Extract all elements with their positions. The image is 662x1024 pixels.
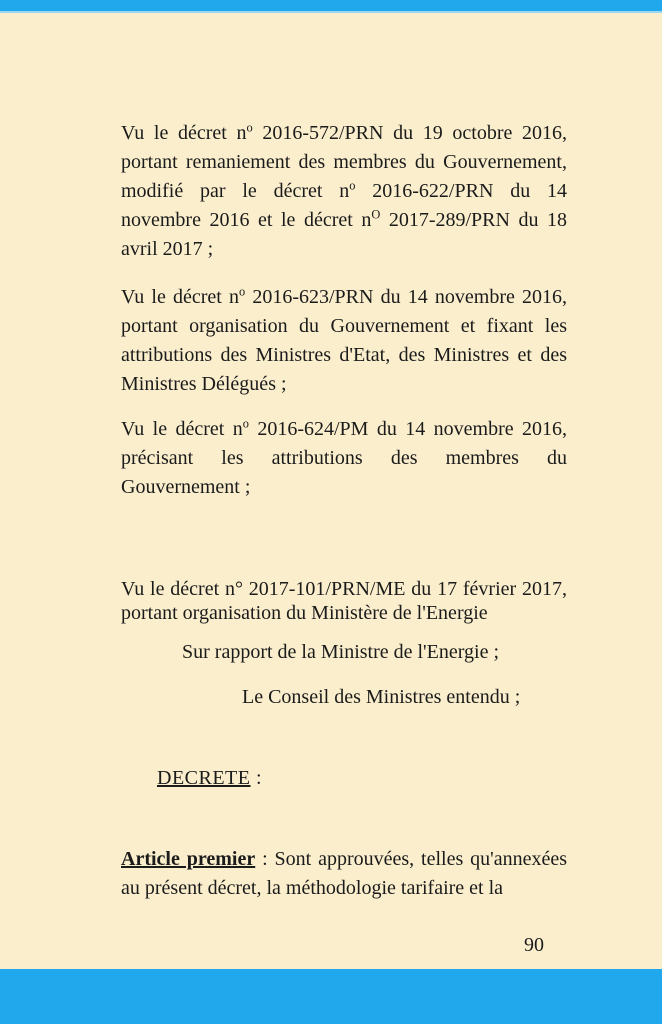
paragraph-decree-101: Vu le décret n° 2017-101/PRN/ME du 17 février 2017, portant organisation du Ministère de l'Energie <box>121 578 567 624</box>
paragraph-decree-623: Vu le décret $n^o$ 2016-623/PRN du 14 novembre 2016, portant organisation du Gouvernement et fixant les attributions des Ministres d'Etat, des Ministres et des Ministres Délégués ; <box>121 284 567 395</box>
bottom-border-bar <box>0 969 662 1024</box>
document-text-block <box>121 0 567 903</box>
paragraph-article-premier: Article premier : Sont approuvées, telles qu'annexées au présent décret, la méthodologie tarifaire et la <box>121 848 567 899</box>
line-conseil-ministres: Le Conseil des Ministres entendu ; <box>242 686 521 708</box>
heading-decrete: DECRETE : <box>157 767 263 789</box>
paragraph-decree-624: Vu le décret $n^o$ 2016-624/PM du 14 novembre 2016, précisant les attributions des membres du Gouvernement ; <box>121 416 567 498</box>
paragraph-decree-572: Vu le décret $n^o$ 2016-572/PRN du 19 octobre 2016, portant remaniement des membres du Gouvernement, modifié par le décret $n^o$ 2016-622/PRN du 14 novembre 2016 et le décret $n^O$ 2017-289/PRN du 18 avril 2017 ; <box>121 120 568 260</box>
line-sur-rapport: Sur rapport de la Ministre de l'Energie ; <box>182 641 500 663</box>
page-number: 90 <box>524 934 544 956</box>
